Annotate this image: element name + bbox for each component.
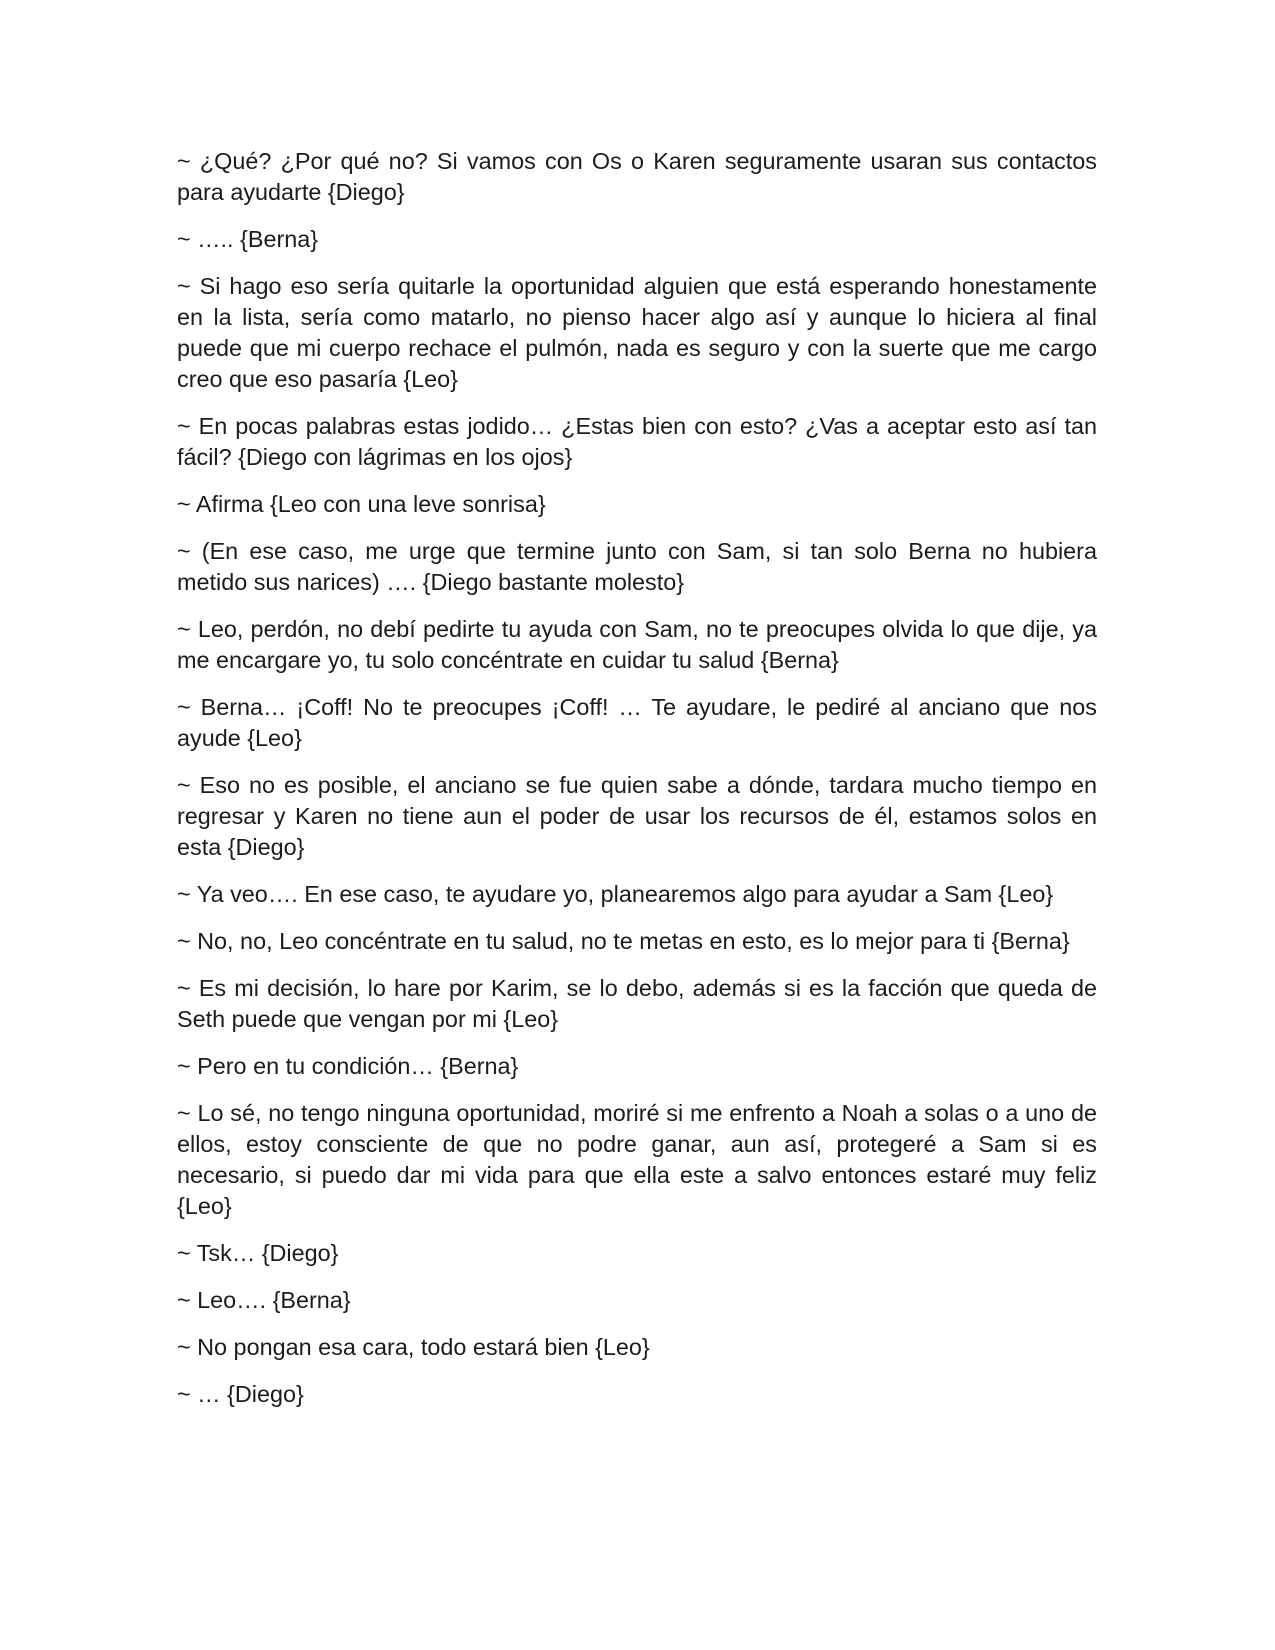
dialogue-paragraph: ~ … {Diego} — [177, 1381, 304, 1407]
dialogue-paragraph: ~ No, no, Leo concéntrate en tu salud, no te metas en esto, es lo mejor para ti {Berna} — [177, 928, 1070, 954]
dialogue-paragraph: ~ Leo, perdón, no debí pedirte tu ayuda con Sam, no te preocupes olvida lo que dije, ya me encargare yo, tu solo concéntrate en cuidar tu salud {Berna} — [177, 616, 1097, 673]
document-page — [177, 146, 1097, 1426]
dialogue-paragraph: ~ Si hago eso sería quitarle la oportunidad alguien que está esperando honestamente en la lista, sería como matarlo, no pienso hacer algo así y aunque lo hiciera al final puede que mi cuerpo rechace el pulmón, nada es seguro y con la suerte que me cargo creo que eso pasaría {Leo} — [177, 273, 1097, 392]
dialogue-paragraph: ~ Lo sé, no tengo ninguna oportunidad, moriré si me enfrento a Noah a solas o a uno de ellos, estoy consciente de que no podre ganar, aun así, protegeré a Sam si es necesario, si puedo dar mi vida para que ella este a salvo entonces estaré muy feliz {Leo} — [177, 1100, 1097, 1219]
dialogue-paragraph: ~ No pongan esa cara, todo estará bien {Leo} — [177, 1334, 650, 1360]
dialogue-paragraph: ~ Leo…. {Berna} — [177, 1287, 351, 1313]
dialogue-paragraph: ~ Berna… ¡Coff! No te preocupes ¡Coff! … Te ayudare, le pediré al anciano que nos ayude {Leo} — [177, 694, 1097, 751]
dialogue-paragraph: ~ Tsk… {Diego} — [177, 1240, 339, 1266]
dialogue-paragraph: ~ ¿Qué? ¿Por qué no? Si vamos con Os o Karen seguramente usaran sus contactos para ayudarte {Diego} — [177, 148, 1097, 205]
dialogue-paragraph: ~ ….. {Berna} — [177, 226, 319, 252]
dialogue-paragraph: ~ (En ese caso, me urge que termine junto con Sam, si tan solo Berna no hubiera metido sus narices) …. {Diego bastante molesto} — [177, 538, 1097, 595]
dialogue-paragraph: ~ Afirma {Leo con una leve sonrisa} — [177, 491, 546, 517]
dialogue-paragraph: ~ Pero en tu condición… {Berna} — [177, 1053, 519, 1079]
dialogue-paragraph: ~ Es mi decisión, lo hare por Karim, se lo debo, además si es la facción que queda de Seth puede que vengan por mi {Leo} — [177, 975, 1097, 1032]
dialogue-paragraph: ~ Eso no es posible, el anciano se fue quien sabe a dónde, tardara mucho tiempo en regresar y Karen no tiene aun el poder de usar los recursos de él, estamos solos en esta {Diego} — [177, 772, 1097, 860]
dialogue-paragraph: ~ En pocas palabras estas jodido… ¿Estas bien con esto? ¿Vas a aceptar esto así tan fácil? {Diego con lágrimas en los ojos} — [177, 413, 1097, 470]
dialogue-paragraph: ~ Ya veo…. En ese caso, te ayudare yo, planearemos algo para ayudar a Sam {Leo} — [177, 881, 1054, 907]
